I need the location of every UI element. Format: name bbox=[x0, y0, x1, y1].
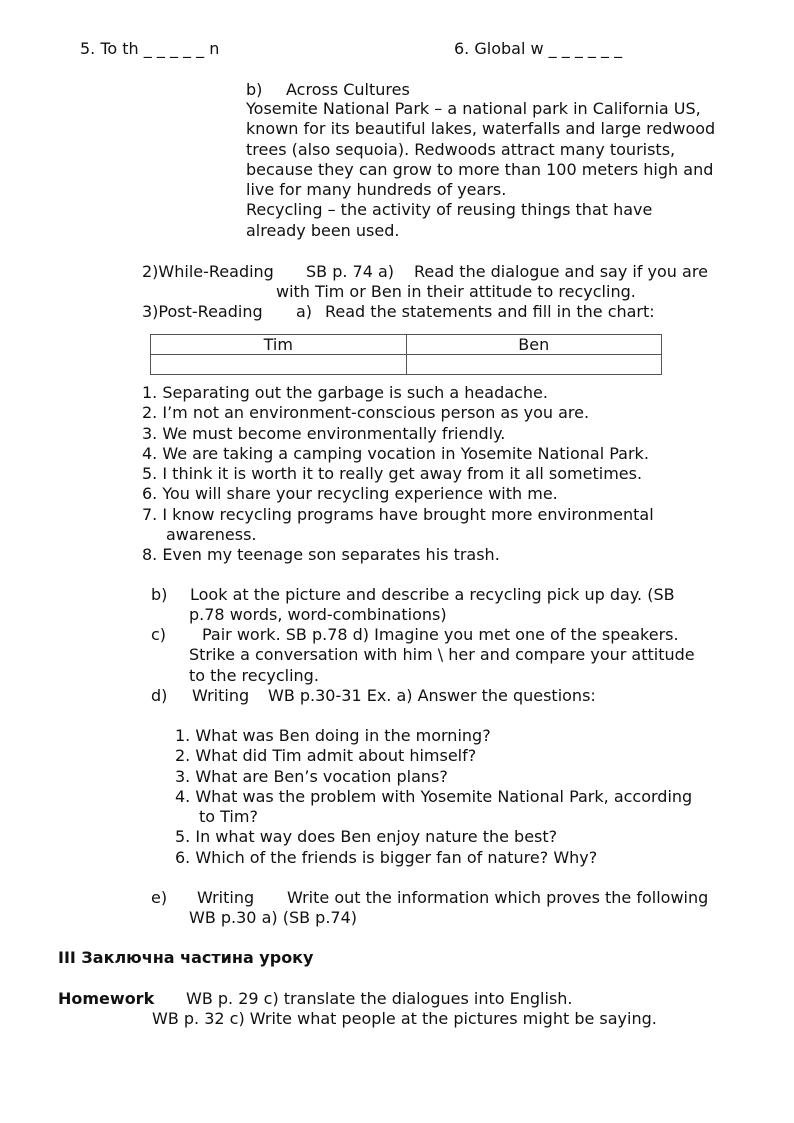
list-text: In what way does Ben enjoy nature the best? bbox=[195, 827, 558, 847]
tim-ben-chart bbox=[150, 334, 662, 375]
list-number: 5. bbox=[142, 464, 158, 484]
list-number: 5. bbox=[175, 827, 191, 847]
across-cultures-heading: Across Cultures bbox=[286, 80, 410, 99]
text-line: already been used. bbox=[246, 220, 400, 240]
list-text: What was Ben doing in the morning? bbox=[195, 726, 491, 745]
task-b-label: b) bbox=[151, 585, 168, 604]
list-text: Which of the friends is bigger fan of nature? Why? bbox=[195, 847, 598, 867]
homework-text-2: WB p. 32 c) Write what people at the pictures might be saying. bbox=[152, 1009, 657, 1028]
list-text: We must become environmentally friendly. bbox=[162, 423, 506, 443]
list-item bbox=[142, 505, 654, 525]
list-text: Even my teenage son separates his trash. bbox=[162, 545, 500, 565]
list-item bbox=[142, 403, 654, 423]
post-reading-label: 3)Post-Reading bbox=[142, 302, 263, 321]
conclusion-heading: III Заключна частина уроку bbox=[58, 948, 314, 967]
while-reading-label: 2)While-Reading bbox=[142, 262, 274, 281]
homework-label: Homework bbox=[58, 989, 155, 1008]
chart-cell-ben[interactable] bbox=[406, 355, 662, 375]
list-item bbox=[175, 767, 692, 787]
chart-header-tim: Tim bbox=[151, 335, 407, 355]
list-item bbox=[142, 464, 654, 484]
list-text: awareness. bbox=[166, 525, 257, 545]
task-e-text: Write out the information which proves the following bbox=[287, 888, 709, 907]
text-line: Recycling – the activity of reusing things that have bbox=[246, 200, 653, 220]
list-text: to Tim? bbox=[199, 807, 258, 827]
list-text: Separating out the garbage is such a headache. bbox=[162, 383, 548, 402]
questions-list bbox=[175, 726, 692, 868]
homework-text: WB p. 29 c) translate the dialogues into English. bbox=[186, 989, 573, 1008]
list-text: I’m not an environment-conscious person as you are. bbox=[162, 403, 590, 423]
list-text: We are taking a camping vocation in Yosemite National Park. bbox=[162, 443, 649, 463]
list-number: 4. bbox=[175, 786, 191, 806]
post-reading-sub: a) bbox=[296, 302, 313, 321]
text-line: trees (also sequoia). Redwoods attract many tourists, bbox=[246, 139, 676, 159]
across-cultures-label: b) bbox=[246, 80, 263, 99]
task-c-label: c) bbox=[151, 625, 167, 644]
list-number: 1. bbox=[142, 383, 158, 402]
list-item bbox=[142, 545, 654, 565]
task-c-text-3: to the recycling. bbox=[189, 666, 319, 685]
list-number: 7. bbox=[142, 504, 158, 524]
list-number: 2. bbox=[142, 403, 158, 423]
task-e-label: e) bbox=[151, 888, 168, 907]
list-number: 3. bbox=[175, 766, 191, 786]
task-d-heading: Writing bbox=[192, 686, 250, 705]
while-reading-ref: SB p. 74 a) bbox=[306, 262, 395, 281]
list-item bbox=[175, 787, 692, 807]
list-item bbox=[175, 726, 692, 746]
across-cultures-text bbox=[246, 99, 715, 241]
chart-cell-tim[interactable] bbox=[151, 355, 407, 375]
post-reading-text: Read the statements and fill in the chart: bbox=[325, 302, 655, 321]
list-item bbox=[175, 827, 692, 847]
task-e-text-2: WB p.30 a) (SB p.74) bbox=[189, 908, 358, 927]
chart-header-ben: Ben bbox=[406, 335, 662, 355]
list-text: You will share your recycling experience with me. bbox=[162, 484, 558, 504]
list-text: I think it is worth it to really get away from it all sometimes. bbox=[162, 464, 643, 484]
task-d-text: WB p.30-31 Ex. a) Answer the questions: bbox=[268, 686, 596, 705]
list-item bbox=[142, 383, 654, 403]
list-number: 2. bbox=[175, 746, 191, 766]
list-number: 6. bbox=[142, 484, 158, 504]
list-item-continuation bbox=[175, 807, 692, 827]
list-text: What are Ben’s vocation plans? bbox=[195, 766, 448, 786]
task-d-label: d) bbox=[151, 686, 168, 705]
list-text: I know recycling programs have brought more environmental bbox=[162, 504, 654, 524]
task-e-heading: Writing bbox=[197, 888, 255, 907]
statements-list bbox=[142, 383, 654, 566]
while-reading-text: Read the dialogue and say if you are bbox=[414, 262, 708, 281]
list-number: 4. bbox=[142, 443, 158, 463]
text-line: known for its beautiful lakes, waterfalls and large redwood bbox=[246, 119, 716, 139]
list-text: What did Tim admit about himself? bbox=[195, 746, 477, 766]
task-b-text: Look at the picture and describe a recycling pick up day. (SB bbox=[190, 585, 675, 604]
list-item bbox=[142, 424, 654, 444]
text-line: live for many hundreds of years. bbox=[246, 180, 507, 200]
text-line: because they can grow to more than 100 meters high and bbox=[246, 159, 714, 179]
list-item bbox=[175, 746, 692, 766]
while-reading-text-2: with Tim or Ben in their attitude to recycling. bbox=[276, 282, 636, 301]
list-text: What was the problem with Yosemite National Park, according bbox=[195, 786, 693, 806]
list-item bbox=[142, 484, 654, 504]
list-item bbox=[142, 444, 654, 464]
task-b-text-2: p.78 words, word-combinations) bbox=[189, 605, 447, 624]
text-line: Yosemite National Park – a national park in California US, bbox=[246, 99, 701, 118]
list-item-continuation bbox=[142, 525, 654, 545]
fill-in-item-6: 6. Global w _ _ _ _ _ _ bbox=[454, 39, 623, 58]
list-item bbox=[175, 848, 692, 868]
list-number: 3. bbox=[142, 423, 158, 443]
fill-in-item-5: 5. To th _ _ _ _ _ n bbox=[80, 39, 220, 58]
task-c-text-2: Strike a conversation with him \ her and compare your attitude bbox=[189, 645, 695, 664]
list-number: 8. bbox=[142, 545, 158, 565]
task-c-text: Pair work. SB p.78 d) Imagine you met one of the speakers. bbox=[202, 625, 679, 644]
list-number: 6. bbox=[175, 847, 191, 867]
list-number: 1. bbox=[175, 726, 191, 745]
